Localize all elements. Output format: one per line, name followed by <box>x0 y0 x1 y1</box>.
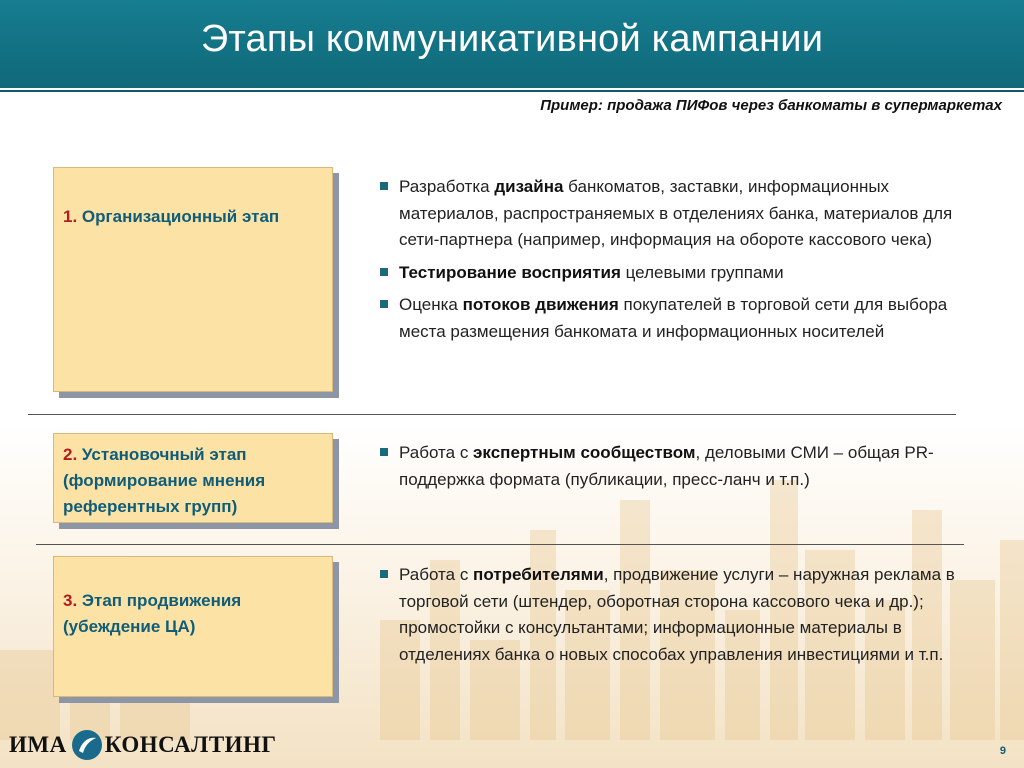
list-item <box>378 562 978 668</box>
bullet-text: Работа с <box>399 565 474 584</box>
company-logo <box>9 729 277 761</box>
bullet-text: , деловыми СМИ – общая PR-поддержка формата (публикации, пресс-ланч и т.п.) <box>399 443 934 489</box>
bullet-square-icon <box>380 182 388 190</box>
stage-title <box>63 442 324 520</box>
bullet-text: банкоматов, заставки, информационных материалов, распространяемых в отделениях банка, материалов для сети-партнера (например, информация на обороте кассового чека) <box>399 177 953 249</box>
page-number: 9 <box>999 745 1006 757</box>
example-subtitle: Пример: продажа ПИФов через банкоматы в супермаркетах <box>540 97 1002 114</box>
bullet-text: Работа с <box>399 443 474 462</box>
stage-title <box>63 204 324 230</box>
stage-1-bullets <box>378 174 978 351</box>
stage-box-1 <box>53 167 333 392</box>
logo-mark-icon <box>71 729 103 761</box>
stage-name: Организационный этап <box>81 207 280 226</box>
stage-name: Этап продвижения (убеждение ЦА) <box>63 591 242 636</box>
bullet-emphasis: потоков движения <box>462 295 619 314</box>
list-item <box>378 292 978 345</box>
logo-text-right: КОНСАЛТИНГ <box>104 732 277 757</box>
bullet-text: целевыми группами <box>620 262 784 282</box>
stage-box-2 <box>53 433 333 523</box>
stage-number: 3. <box>63 591 78 610</box>
bullet-emphasis: экспертным сообществом <box>473 443 696 462</box>
stage-box-3 <box>53 556 333 697</box>
stage-name: Установочный этап (формирование мнения референтных групп) <box>63 445 266 516</box>
section-divider <box>28 414 956 415</box>
list-item <box>378 260 978 287</box>
stage-number: 2. <box>63 445 78 464</box>
bullet-square-icon <box>380 570 388 578</box>
bullet-text: Оценка <box>399 295 463 314</box>
bullet-text: , продвижение услуги – наружная реклама в торговой сети (штендер, оборотная сторона кассового чека и др.); промостойки с консультантами; информационные материалы в отделениях банка о новых способах управления инвестициями и т.п. <box>399 565 955 664</box>
stage-title <box>63 588 324 640</box>
bullet-emphasis: потребителями <box>473 565 604 584</box>
bullet-text: покупателей в торговой сети для выбора места размещения банкомата и информационных носителей <box>399 295 948 341</box>
bullet-emphasis: дизайна <box>494 177 564 196</box>
section-divider <box>36 544 964 545</box>
bullet-square-icon <box>380 448 388 456</box>
stage-3-bullets <box>378 562 978 674</box>
list-item <box>378 440 978 493</box>
bullet-text: Разработка <box>399 177 495 196</box>
stage-2-bullets <box>378 440 978 499</box>
bullet-emphasis: Тестирование восприятия <box>399 262 621 282</box>
logo-text-left: ИМА <box>9 732 67 757</box>
list-item <box>378 174 978 254</box>
stage-number: 1. <box>63 207 78 226</box>
bullet-square-icon <box>380 268 388 276</box>
bullet-square-icon <box>380 300 388 308</box>
title-bar <box>0 0 1024 90</box>
page-title: Этапы коммуникативной кампании <box>200 18 824 60</box>
